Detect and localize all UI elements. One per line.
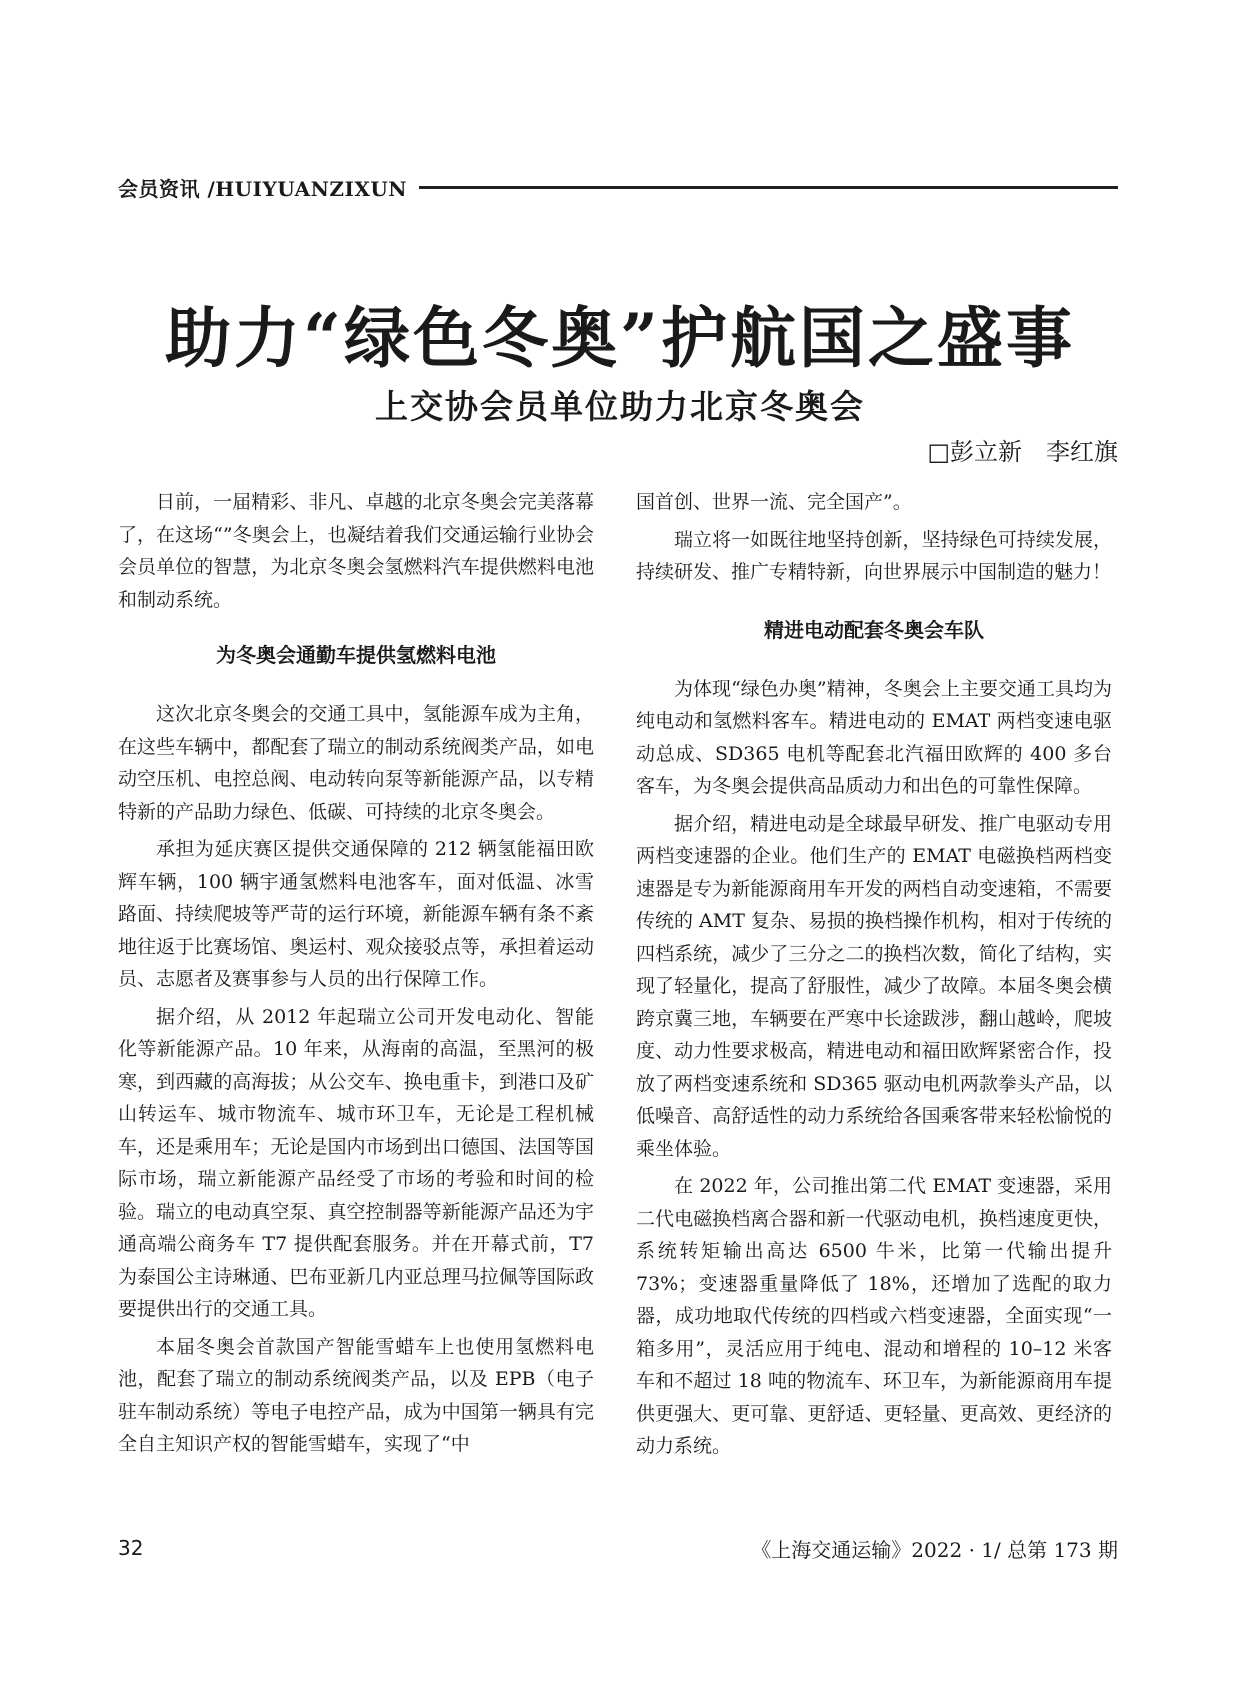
section-label: 会员资讯 /HUIYUANZIXUN [118,176,408,201]
body-paragraph: 这次北京冬奥会的交通工具中，氢能源车成为主角，在这些车辆中，都配套了瑞立的制动系统阀类产品，如电动空压机、电控总阀、电动转向泵等新能源产品，以专精特新的产品助力绿色、低碳、可持续的北京冬奥会。 [118,703,594,823]
article-subtitle: 上交协会员单位助力北京冬奥会 [375,387,865,426]
section-heading-jingjin: 精进电动配套冬奥会车队 [764,617,984,642]
body-paragraph: 在 2022 年，公司推出第二代 EMAT 变速器，采用二代电磁换档离合器和新一代驱动电机，换档速度更快，系统转矩输出高达 6500 牛米，比第一代输出提升 73%；变速器重量降低了 18%，还增加了选配的取力器，成功地取代传统的四档或六档变速器，全面实现“一箱多用”，灵活应用于纯电、混动和增程的 10–12 米客车和不超过 18 吨的物流车、环卫车，为新能源商用车提供更强大、更可靠、更舒适、更轻量、更高效、更经济的动力系统。 [636,1175,1112,1457]
body-paragraph: 据介绍，从 2012 年起瑞立公司开发电动化、智能化等新能源产品。10 年来，从海南的高温，至黑河的极寒，到西藏的高海拔；从公交车、换电重卡，到港口及矿山转运车、城市物流车、城市环卫车，无论是工程机械车，还是乘用车；无论是国内市场到出口德国、法国等国际市场，瑞立新能源产品经受了市场的考验和时间的检验。瑞立的电动真空泵、真空控制器等新能源产品还为宇通高端公商务车 T7 提供配套服务。并在开幕式前，T7 为泰国公主诗琳通、巴布亚新几内亚总理马拉佩等国际政要提供出行的交通工具。 [118,1005,594,1320]
intro-paragraph: 日前，一届精彩、非凡、卓越的北京冬奥会完美落幕了，在这场“”冬奥会上，也凝结着我们交通运输行业协会会员单位的智慧，为北京冬奥会氢燃料汽车提供燃料电池和制动系统。 [118,491,594,611]
continued-paragraph: 国首创、世界一流、完全国产”。 [636,491,912,513]
section-header [118,172,1118,202]
article-title: 助力“绿色冬奥”护航国之盛事 [165,299,1075,377]
journal-citation: 《上海交通运输》2022 · 1/ 总第 173 期 [751,1538,1118,1562]
body-paragraph: 据介绍，精进电动是全球最早研发、推广电驱动专用两档变速器的企业。他们生产的 EMAT 电磁换档两档变速器是专为新能源商用车开发的两档自动变速箱，不需要传统的 AMT 复杂、易损的换档操作机构，相对于传统的四档系统，减少了三分之二的换档次数，简化了结构，实现了轻量化，提高了舒服性，减少了故障。本届冬奥会横跨京冀三地，车辆要在严寒中长途跋涉，翻山越岭，爬坡度、动力性要求极高，精进电动和福田欧辉紧密合作，投放了两档变速系统和 SD365 驱动电机两款拳头产品，以低噪音、高舒适性的动力系统给各国乘客带来轻松愉悦的乘坐体验。 [636,812,1112,1160]
page-number: 32 [118,1536,144,1560]
body-paragraph: 承担为延庆赛区提供交通保障的 212 辆氢能福田欧辉车辆，100 辆宇通氢燃料电池客车，面对低温、冰雪路面、持续爬坡等严苛的运行环境，新能源车辆有条不紊地往返于比赛场馆、奥运村、观众接驳点等，承担着运动员、志愿者及赛事参与人员的出行保障工作。 [118,838,594,990]
article-authors: □彭立新 李红旗 [927,438,1118,466]
header-rule [419,186,1118,189]
right-column [636,486,1112,1468]
body-paragraph: 瑞立将一如既往地坚持创新，坚持绿色可持续发展，持续研发、推广专精特新，向世界展示中国制造的魅力！ [636,528,1112,583]
body-paragraph: 本届冬奥会首款国产智能雪蜡车上也使用氢燃料电池，配套了瑞立的制动系统阀类产品，以及 EPB（电子驻车制动系统）等电子电控产品，成为中国第一辆具有完全自主知识产权的智能雪蜡车，实现了“中 [118,1335,594,1455]
section-heading-hydrogen: 为冬奥会通勤车提供氢燃料电池 [216,643,496,667]
left-column [118,486,594,1466]
body-paragraph: 为体现“绿色办奥”精神，冬奥会上主要交通工具均为纯电动和氢燃料客车。精进电动的 EMAT 两档变速电驱动总成、SD365 电机等配套北汽福田欧辉的 400 多台客车，为冬奥会提供高品质动力和出色的可靠性保障。 [636,677,1112,797]
